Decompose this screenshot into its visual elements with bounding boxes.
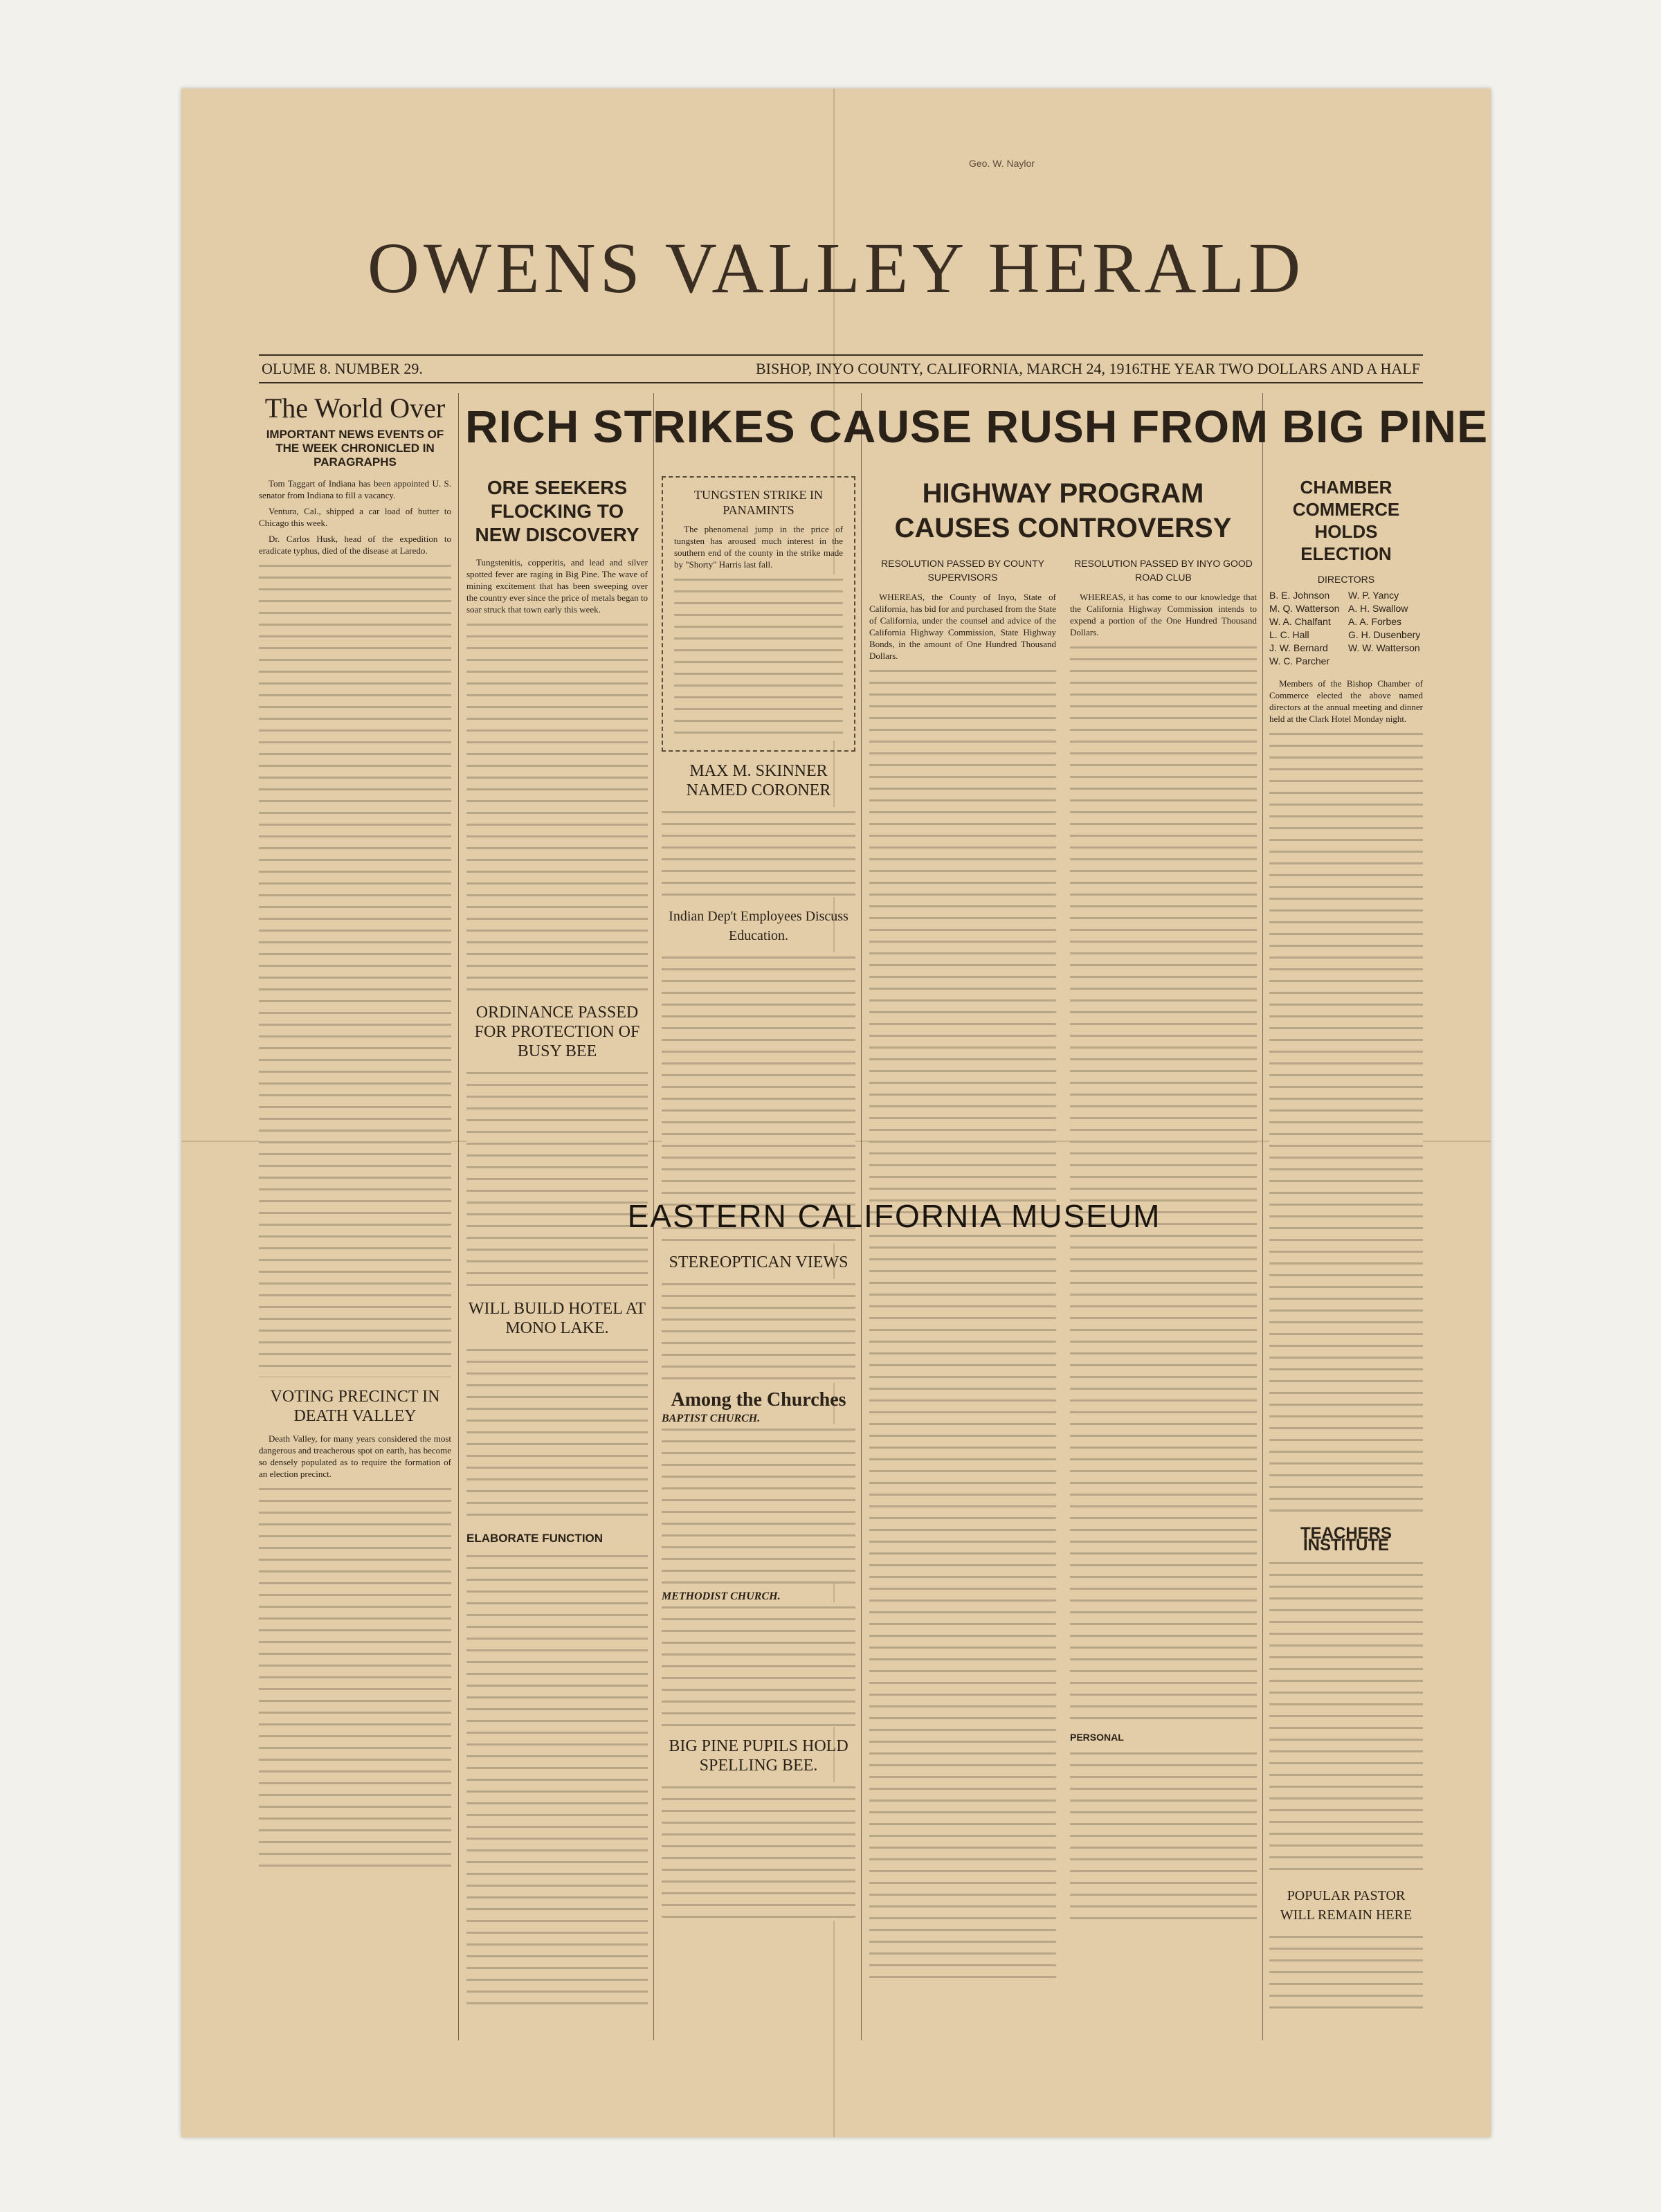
world-over-title: The World Over xyxy=(264,393,446,424)
death-valley-headline: VOTING PRECINCT IN DEATH VALLEY xyxy=(270,1388,440,1425)
teachers-institute-headline: TEACHERS INSTITUTE xyxy=(1300,1524,1392,1554)
tungsten-headline: TUNGSTEN STRIKE IN PANAMINTS xyxy=(694,488,823,517)
director-name: W. P. Yancy xyxy=(1348,590,1399,601)
directors-label: DIRECTORS xyxy=(1317,574,1375,585)
column-highway xyxy=(869,476,1257,2040)
director-name: G. H. Dusenbery xyxy=(1348,629,1421,640)
skinner-headline: MAX M. SKINNER NAMED CORONER xyxy=(686,762,831,799)
director-name: J. W. Bernard xyxy=(1269,642,1328,653)
stereoptican-headline: STEREOPTICAN VIEWS xyxy=(669,1253,848,1271)
churches-headline: Among the Churches xyxy=(671,1389,846,1411)
text-block xyxy=(466,619,648,993)
text-block xyxy=(662,1782,855,1921)
baptist-headline: BAPTIST CHURCH. xyxy=(662,1413,761,1424)
paragraph: WHEREAS, it has come to our knowledge that the California Highway Commission intends to expend a portion of the One Hundred Thousand Dollars. xyxy=(1070,592,1257,637)
column-chamber xyxy=(1269,476,1423,2040)
text-block xyxy=(259,1484,451,1871)
directors-list xyxy=(1269,589,1423,668)
highway-headline: HIGHWAY PROGRAM CAUSES CONTROVERSY xyxy=(894,478,1232,543)
text-block xyxy=(1269,729,1423,1518)
paragraph: Tom Taggart of Indiana has been appointed U. S. senator from Indiana to fill a vacancy. xyxy=(259,478,451,500)
director-name: L. C. Hall xyxy=(1269,629,1309,640)
masthead: OWENS VALLEY HERALD xyxy=(367,228,1305,308)
text-block xyxy=(466,1068,648,1289)
director-name: W. A. Chalfant xyxy=(1269,616,1331,627)
paragraph: Tungstenitis, copperitis, and lead and silver spotted fever are raging in Big Pine. The wave of mining excitement that has been sweeping over the country ever since the price of metals began to soar struck that town early this week. xyxy=(466,557,648,615)
column-tungsten xyxy=(662,476,855,2040)
ore-seekers-headline: ORE SEEKERS FLOCKING TO NEW DISCOVERY xyxy=(475,477,639,545)
personal-headline: PERSONAL xyxy=(1070,1732,1124,1743)
tungsten-box xyxy=(662,476,855,752)
museum-watermark: EASTERN CALIFORNIA MUSEUM xyxy=(627,1198,1161,1234)
director-name: W. C. Parcher xyxy=(1269,655,1330,667)
text-block xyxy=(662,807,855,897)
owner-stamp: Geo. W. Naylor xyxy=(969,158,1035,169)
text-block xyxy=(1070,1748,1257,1928)
director-name: W. W. Watterson xyxy=(1348,642,1420,653)
director-name: A. H. Swallow xyxy=(1348,603,1408,614)
paragraph: Death Valley, for many years considered the most dangerous and treacherous spot on earth, has become so densely populated as to require the formation of an election precinct. xyxy=(259,1433,451,1479)
indian-dept-headline: Indian Dep't Employees Discuss Education. xyxy=(669,909,848,943)
text-block xyxy=(1269,1558,1423,1876)
world-over-subtitle: IMPORTANT NEWS EVENTS OF THE WEEK CHRONICLED IN PARAGRAPHS xyxy=(266,428,444,469)
director-name: M. Q. Watterson xyxy=(1269,603,1340,614)
text-block xyxy=(259,561,451,1377)
main-banner-headline: RICH STRIKES CAUSE RUSH FROM BIG PINE xyxy=(465,401,1489,452)
paragraph: Ventura, Cal., shipped a car load of butter to Chicago this week. xyxy=(259,506,451,528)
resolution-right-title: RESOLUTION PASSED BY INYO GOOD ROAD CLUB xyxy=(1074,558,1253,583)
price: THE YEAR TWO DOLLARS AND A HALF xyxy=(1141,360,1420,377)
director-name: A. A. Forbes xyxy=(1348,616,1402,627)
mono-lake-headline: WILL BUILD HOTEL AT MONO LAKE. xyxy=(468,1300,646,1337)
column-ore-seekers xyxy=(466,476,648,2040)
text-block xyxy=(869,666,1056,1981)
text-block xyxy=(1269,1932,1423,2015)
paragraph: The phenomenal jump in the price of tungsten has aroused much interest in the southern end of the county in the strike made by "Shorty" Harris last fall. xyxy=(674,524,843,570)
dateline xyxy=(259,354,1423,383)
text-block xyxy=(466,1551,648,2008)
place-date: BISHOP, INYO COUNTY, CALIFORNIA, MARCH 24, 1916. xyxy=(756,360,1144,377)
volume-number: OLUME 8. NUMBER 29. xyxy=(262,360,423,377)
ordinance-headline: ORDINANCE PASSED FOR PROTECTION OF BUSY BEE xyxy=(474,1004,640,1060)
text-block xyxy=(662,1424,855,1584)
text-block xyxy=(662,1602,855,1727)
director-name: B. E. Johnson xyxy=(1269,590,1330,601)
text-block xyxy=(674,574,843,741)
text-block xyxy=(662,1279,855,1383)
newspaper-page xyxy=(181,89,1491,2137)
paragraph: Dr. Carlos Husk, head of the expedition to eradicate typhus, died of the disease at Laredo. xyxy=(259,534,451,556)
pastor-headline: POPULAR PASTOR WILL REMAIN HERE xyxy=(1280,1888,1413,1923)
chamber-headline: CHAMBER COMMERCE HOLDS ELECTION xyxy=(1292,477,1400,564)
spelling-bee-headline: BIG PINE PUPILS HOLD SPELLING BEE. xyxy=(669,1737,848,1775)
column-world-over xyxy=(259,393,451,2040)
methodist-headline: METHODIST CHURCH. xyxy=(662,1590,781,1602)
text-block xyxy=(466,1345,648,1525)
paragraph: WHEREAS, the County of Inyo, State of California, has bid for and purchased from the State of California, under the counsel and advice of the California Highway Commission, State Highway Bonds, in the amount of One Hundred Thousand Dollars. xyxy=(869,592,1056,661)
text-block xyxy=(1070,642,1257,1722)
elaborate-function-headline: ELABORATE FUNCTION xyxy=(466,1532,603,1545)
resolution-left-title: RESOLUTION PASSED BY COUNTY SUPERVISORS xyxy=(881,558,1044,583)
paragraph: Members of the Bishop Chamber of Commerce elected the above named directors at the annual meeting and dinner held at the Clark Hotel Monday night. xyxy=(1269,678,1423,724)
